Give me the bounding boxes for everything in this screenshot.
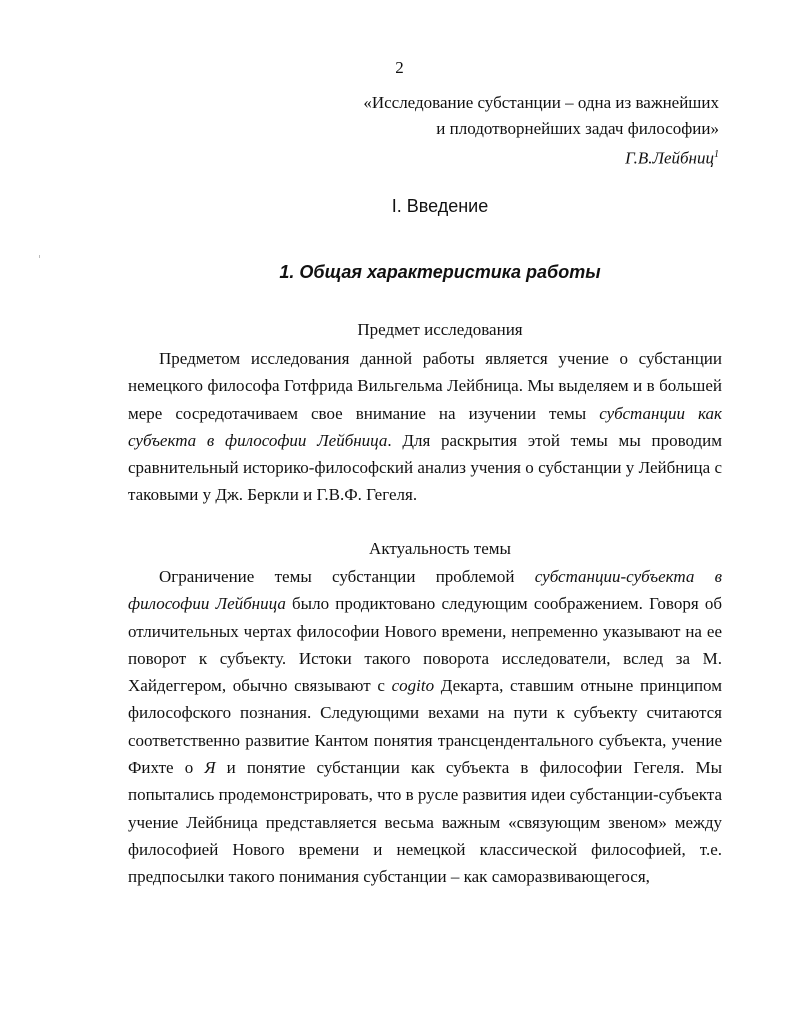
page-number: 2	[395, 58, 404, 77]
relevance-text-3: Декарта, ставшим отныне принципом философского познания. Следующими вехами на пути к субъекту считаются соответственно развитие Кантом понятия трансцендентального субъекта, учение Фихте о	[128, 676, 722, 778]
epigraph-author-line	[363, 142, 719, 172]
relevance-text-2: было продиктовано следующим соображением. Говоря об отличительных чертах философии Нового времени, непременно указывают на ее поворот к субъекту. Истоки такого поворота исследователи, вслед за М. Хайдеггером, обычно связывают с	[128, 594, 722, 696]
relevance-text-4: и понятие субстанции как субъекта в философии Гегеля. Мы попытались продемонстрировать, что в русле развития идеи субстанции-субъекта учение Лейбница представляется весьма важным «связующим звеном» между философией Нового времени и немецкой классической философией, т.е. предпосылки такого понимания субстанции – как саморазвивающегося,	[128, 758, 723, 887]
subject-text-1: Предметом исследования данной работы является учение о субстанции немецкого философа Готфрида Вильгельма Лейбница. Мы выделяем и в большей мере сосредотачиваем свое внимание на изучении темы	[128, 349, 722, 423]
epigraph-line-2: и плодотворнейших задач философии»	[436, 119, 719, 138]
subject-paragraph	[128, 345, 722, 509]
relevance-heading: Актуальность темы	[369, 539, 511, 558]
footnote-ref[interactable]: 1	[714, 149, 719, 160]
subject-heading: Предмет исследования	[357, 320, 523, 339]
epigraph	[363, 90, 719, 172]
relevance-text-1: Ограничение темы субстанции проблемой	[159, 567, 535, 586]
relevance-paragraph	[128, 563, 722, 891]
subject-text-2: . Для раскрытия этой темы мы проводим сравнительный историко-философский анализ учения о субстанции у Лейбница с таковыми у Дж. Беркли и Г.В.Ф. Гегеля.	[128, 430, 722, 505]
margin-mark	[39, 255, 40, 258]
relevance-emphasis-3: Я	[204, 758, 216, 778]
chapter-title: I. Введение	[391, 196, 489, 216]
epigraph-line-1: «Исследование субстанции – одна из важнейших	[363, 93, 719, 112]
section-title: 1. Общая характеристика работы	[279, 262, 601, 282]
subject-emphasis: субстанции как субъекта в философии Лейбница	[128, 403, 722, 450]
epigraph-author: Г.В.Лейбниц	[625, 148, 714, 168]
relevance-emphasis-2: cogito	[391, 676, 435, 696]
relevance-emphasis-1: субстанции-субъекта в философии Лейбница	[128, 567, 722, 614]
